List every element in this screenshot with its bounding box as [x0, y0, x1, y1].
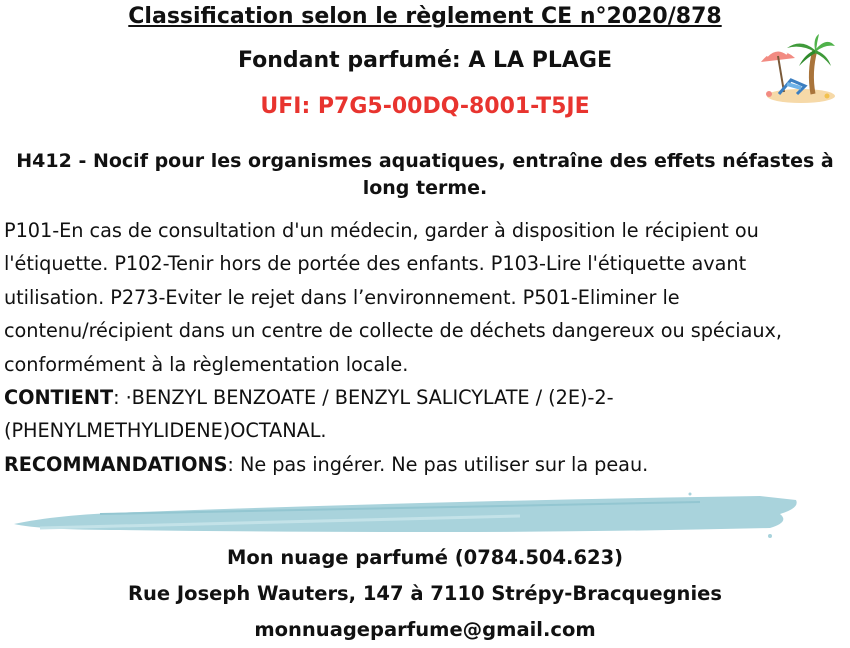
label-body	[4, 214, 849, 481]
product-name: Fondant parfumé: A LA PLAGE	[238, 48, 612, 73]
company-footer	[0, 540, 850, 648]
company-address: Rue Joseph Wauters, 147 à 7110 Strépy-Bracquegnies	[128, 582, 722, 605]
precautionary-statements: P101-En cas de consultation d'un médecin, garder à disposition le récipient ou l'étiquette. P102-Tenir hors de portée des enfants. P103-Lire l'étiquette avant utilisation. P273-Eviter le rejet dans l’environnement. P501-Eliminer le contenu/récipient dans un centre de collecte de déchets dangereux ou spéciaux, conformément à la règlementation locale.	[4, 219, 782, 376]
contains-text: : ·BENZYL BENZOATE / BENZYL SALICYLATE / (2E)-2-(PHENYLMETHYLIDENE)OCTANAL.	[4, 386, 614, 443]
company-name: Mon nuage parfumé (0784.504.623)	[226, 546, 624, 569]
recommendations-text: : Ne pas ingérer. Ne pas utiliser sur la peau.	[227, 452, 649, 476]
decorative-brush-stroke	[0, 488, 850, 546]
company-email: monnuageparfume@gmail.com	[254, 618, 596, 641]
page-title: Classification selon le règlement CE n°2020/878	[128, 4, 722, 29]
recommendations-label: RECOMMANDATIONS	[4, 452, 228, 476]
hazard-statement: H412 - Nocif pour les organismes aquatiques, entraîne des effets néfastes à long terme.	[16, 150, 834, 199]
ufi-code: UFI: P7G5-00DQ-8001-T5JE	[260, 94, 590, 119]
contains-label: CONTIENT	[4, 386, 114, 410]
beach-palm-icon	[757, 34, 837, 106]
